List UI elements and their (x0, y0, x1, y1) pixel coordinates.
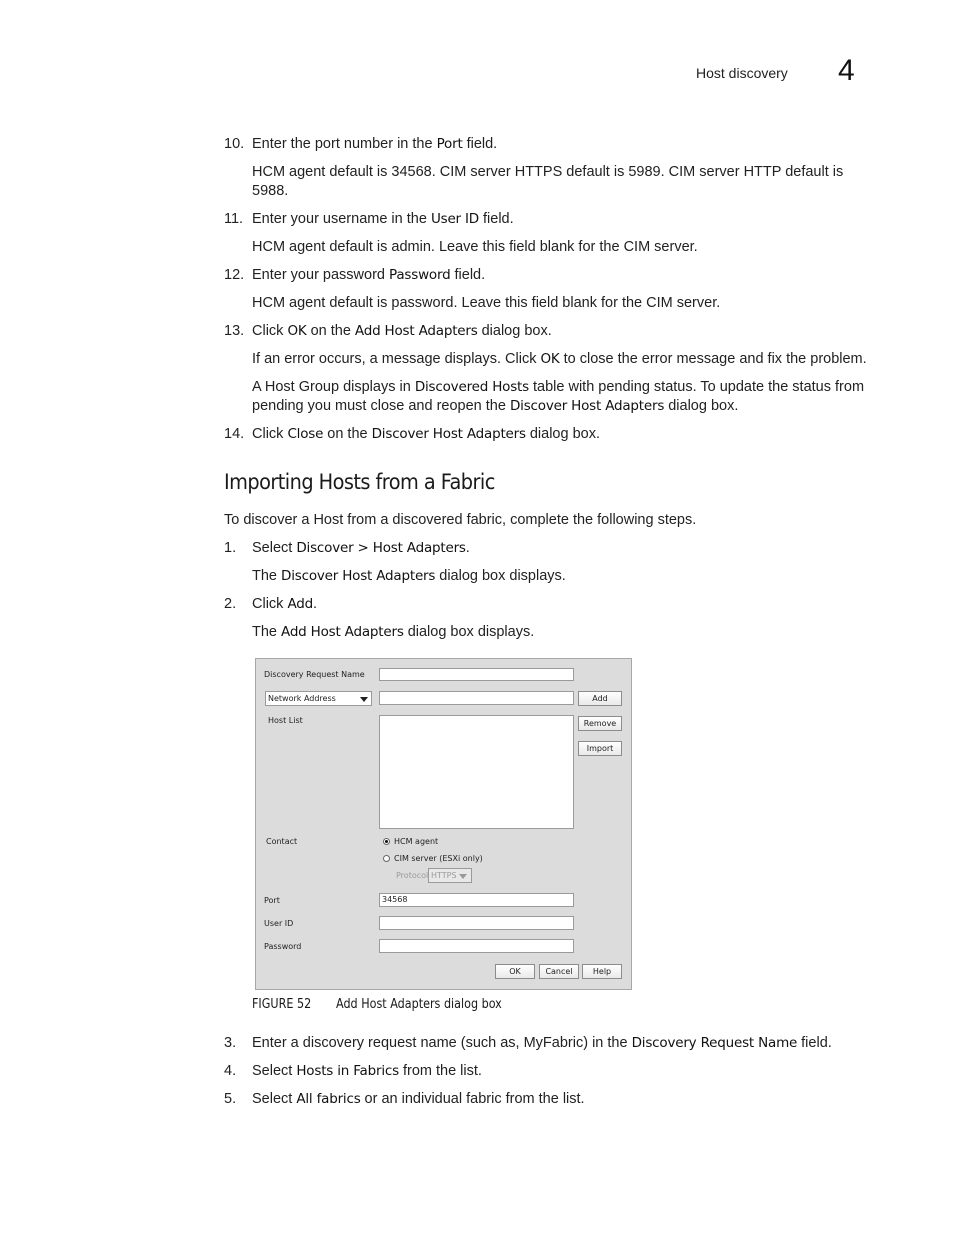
step-note: HCM agent default is password. Leave this field blank for the CIM server. (252, 295, 721, 311)
step-text: Select Discover > Host Adapters. (252, 540, 470, 556)
host-list-label: Host List (268, 716, 303, 725)
step-note: The Discover Host Adapters dialog box displays. (252, 568, 566, 584)
address-type-select[interactable] (265, 691, 372, 706)
discovery-request-name-input[interactable] (379, 668, 574, 681)
port-input[interactable]: 34568 (379, 893, 574, 907)
step-text: Enter the port number in the Port field. (252, 136, 498, 152)
section-intro: To discover a Host from a discovered fabric, complete the following steps. (224, 512, 697, 528)
address-type-value: Network Address (268, 694, 336, 703)
step-text: Enter your password Password field. (252, 267, 486, 283)
step-note: HCM agent default is 34568. CIM server HTTPS default is 5989. CIM server HTTP default is 5988. (252, 164, 844, 199)
figure-caption: Add Host Adapters dialog box (336, 997, 502, 1012)
step-number: 13. (224, 323, 245, 339)
step-text: Enter a discovery request name (such as, MyFabric) in the Discovery Request Name field. (252, 1035, 832, 1051)
step-number: 4. (224, 1063, 237, 1079)
ui-term: Discover > Host Adapters (296, 540, 466, 556)
ok-button[interactable]: OK (495, 964, 535, 979)
ui-term: Add Host Adapters (354, 323, 478, 339)
step-number: 14. (224, 426, 245, 442)
ui-term: Discover Host Adapters (281, 568, 436, 584)
radio-hcm-agent[interactable] (383, 838, 390, 845)
step-number: 10. (224, 136, 245, 152)
step-note: HCM agent default is admin. Leave this field blank for the CIM server. (252, 239, 698, 255)
add-host-adapters-dialog (255, 658, 632, 990)
step-number: 12. (224, 267, 245, 283)
ui-term: Discovered Hosts (414, 379, 529, 395)
network-address-input[interactable] (379, 691, 574, 705)
user-id-label: User ID (264, 919, 294, 928)
step-number: 5. (224, 1091, 237, 1107)
step-note: A Host Group displays in Discovered Hosts table with pending status. To update the status from pending you must close and reopen the Discover Host Adapters dialog box. (252, 379, 865, 414)
password-label: Password (264, 942, 302, 951)
radio-hcm-agent-label: HCM agent (394, 837, 439, 846)
step-text: Enter your username in the User ID field. (252, 211, 514, 227)
discovery-request-name-label: Discovery Request Name (264, 670, 365, 679)
step-text: Click Add. (252, 596, 318, 612)
host-list-box[interactable] (379, 715, 574, 829)
remove-button[interactable]: Remove (578, 716, 622, 731)
ui-term: Close (287, 426, 324, 442)
step-note: The Add Host Adapters dialog box displays. (252, 624, 535, 640)
ui-term: Add (287, 596, 313, 612)
protocol-select[interactable] (428, 868, 472, 883)
ui-term: Discover Host Adapters (509, 398, 665, 414)
ui-term: Password (389, 267, 451, 283)
ui-term: User ID (430, 211, 479, 227)
chevron-down-icon (459, 874, 467, 879)
running-header-section: Host discovery (696, 65, 788, 81)
contact-label: Contact (266, 837, 298, 846)
protocol-value: HTTPS (431, 871, 457, 880)
radio-cim-server-label: CIM server (ESXi only) (394, 854, 483, 863)
port-label: Port (264, 896, 280, 905)
step-number: 2. (224, 596, 237, 612)
chevron-down-icon (360, 697, 368, 702)
import-button[interactable]: Import (578, 741, 622, 756)
ui-term: Port (436, 136, 463, 152)
password-input[interactable] (379, 939, 574, 953)
step-text: Click OK on the Add Host Adapters dialog box. (252, 323, 552, 339)
figure-label: FIGURE 52 (252, 997, 312, 1012)
cancel-button[interactable]: Cancel (539, 964, 579, 979)
step-text: Select All fabrics or an individual fabric from the list. (252, 1091, 585, 1107)
step-text: Select Hosts in Fabrics from the list. (252, 1063, 482, 1079)
step-note: If an error occurs, a message displays. Click OK to close the error message and fix the problem. (252, 351, 867, 367)
chapter-number: 4 (838, 54, 855, 87)
step-number: 3. (224, 1035, 237, 1051)
ui-term: OK (287, 323, 307, 339)
step-number: 11. (224, 211, 244, 227)
ui-term: All fabrics (296, 1091, 361, 1107)
ui-term: Hosts in Fabrics (296, 1063, 399, 1079)
ui-term: Discover Host Adapters (371, 426, 526, 442)
ui-term: Discovery Request Name (631, 1035, 798, 1051)
protocol-label: Protocol (396, 871, 429, 880)
section-heading: Importing Hosts from a Fabric (224, 470, 495, 494)
step-number: 1. (224, 540, 237, 556)
add-button[interactable]: Add (578, 691, 622, 706)
radio-cim-server[interactable] (383, 855, 390, 862)
help-button[interactable]: Help (582, 964, 622, 979)
step-text: Click Close on the Discover Host Adapters dialog box. (252, 426, 600, 442)
user-id-input[interactable] (379, 916, 574, 930)
ui-term: Add Host Adapters (281, 624, 404, 640)
ui-term: OK (540, 351, 560, 367)
